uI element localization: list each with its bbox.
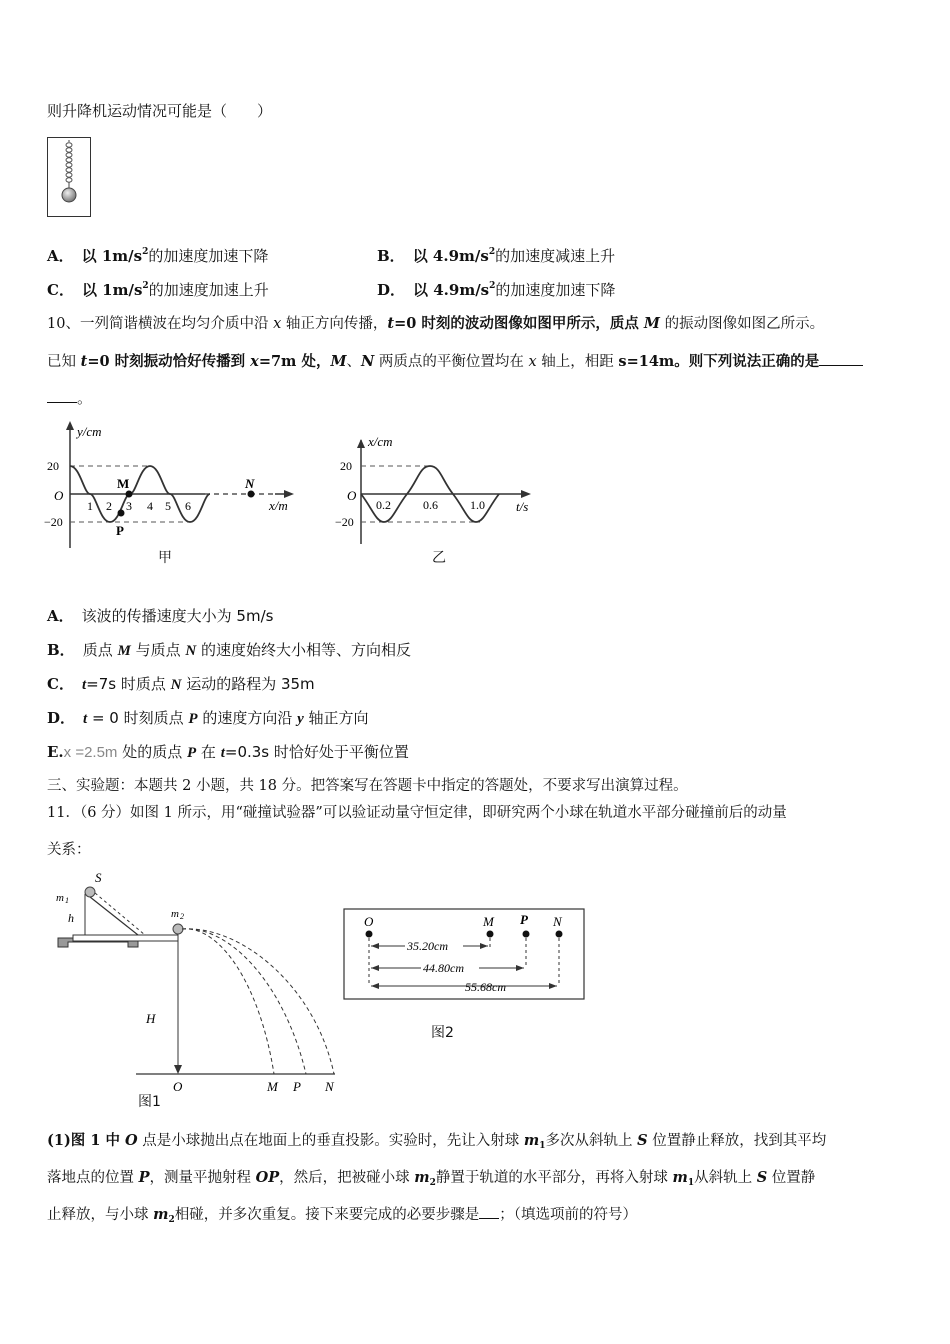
svg-text:O: O bbox=[54, 488, 64, 503]
section-3-header: 三、实验题：本题共 2 小题，共 18 分。把答案写在答题卡中指定的答题处，不要求写出演算过程。 bbox=[47, 778, 688, 794]
figure-caption-2: 图2 bbox=[431, 1025, 454, 1041]
option-text: 以 $1m/s^2$的加速度加速下降 bbox=[81, 247, 269, 265]
q9-option-c[interactable]: C． 以 $1m/s^2$的加速度加速上升 bbox=[47, 281, 269, 299]
q11-stem-line1: 11．（6 分）如图 1 所示，用“碰撞试验器”可以验证动量守恒定律，即研究两个小球在轨道水平部分碰撞前后的动量 bbox=[47, 805, 787, 821]
q10-stem-line3: 。 bbox=[47, 388, 92, 408]
q9-option-b[interactable]: B． 以 $4.9m/s^2$的加速度减速上升 bbox=[377, 247, 616, 265]
q11-part1-line1: (1)图 1 中 O 点是小球抛出点在地面上的垂直投影。实验时，先让入射球 $m_1$多次从斜轨上 S 位置静止释放，找到其平均 bbox=[47, 1132, 827, 1151]
q11-stem-line2: 关系： bbox=[47, 842, 91, 858]
svg-text:h: h bbox=[68, 911, 74, 925]
svg-text:t/s: t/s bbox=[516, 499, 529, 514]
q11-part1-line2: 落地点的位置 P，测量平抛射程 OP，然后，把被碰小球 $m_2$静置于轨道的水平部分，再将入射球 $m_1$从斜轨上 S 位置静 bbox=[47, 1169, 816, 1188]
landing-distances-figure-2 bbox=[343, 908, 586, 1002]
svg-text:0.6: 0.6 bbox=[423, 498, 438, 512]
svg-text:O: O bbox=[173, 1079, 183, 1094]
svg-text:1.0: 1.0 bbox=[470, 498, 485, 512]
figure-caption-yi: 乙 bbox=[432, 550, 446, 566]
svg-text:35.20cm: 35.20cm bbox=[407, 939, 448, 953]
svg-text:N: N bbox=[245, 476, 255, 491]
svg-text:M: M bbox=[483, 914, 494, 929]
svg-text:x/m: x/m bbox=[269, 498, 288, 513]
svg-text:20: 20 bbox=[47, 459, 59, 473]
q10-option-a[interactable]: A． 该波的传播速度大小为 5m/s bbox=[47, 607, 274, 625]
collision-apparatus-figure-1 bbox=[40, 865, 350, 1095]
q10-stem-line2: 已知 t=0 时刻振动恰好传播到 x=7m 处，M、N 两质点的平衡位置均在 x 轴上，相距 s=14m。则下列说法正确的是 bbox=[47, 352, 863, 372]
svg-text:1: 1 bbox=[65, 896, 69, 905]
svg-text:m: m bbox=[171, 908, 179, 920]
q9-stem: 则升降机运动情况可能是（ ） bbox=[47, 102, 273, 120]
vibration-graph-yi bbox=[320, 418, 550, 568]
q10-option-d[interactable]: D． t = 0 时刻质点 P 的速度方向沿 y 轴正方向 bbox=[47, 709, 369, 727]
svg-text:1: 1 bbox=[87, 499, 93, 513]
q9-option-d[interactable]: D． 以 $4.9m/s^2$的加速度加速下降 bbox=[377, 281, 616, 299]
figure-caption-jia: 甲 bbox=[158, 550, 172, 566]
option-text: t=7s 时质点 N 运动的路程为 35m bbox=[81, 675, 315, 693]
q10-stem-line1: 10、一列简谐横波在均匀介质中沿 x 轴正方向传播，t=0 时刻的波动图像如图甲所示，质点 M 的振动图像如图乙所示。 bbox=[47, 315, 825, 332]
svg-text:P: P bbox=[293, 1079, 301, 1094]
answer-blank[interactable] bbox=[819, 365, 863, 366]
svg-text:20: 20 bbox=[340, 459, 352, 473]
q10-option-e[interactable]: E.x =2.5m 处的质点 P 在 t=0.3s 时恰好处于平衡位置 bbox=[47, 743, 409, 761]
svg-text:M: M bbox=[117, 476, 130, 491]
svg-text:44.80cm: 44.80cm bbox=[423, 961, 464, 975]
svg-text:O: O bbox=[347, 488, 357, 503]
svg-text:P: P bbox=[520, 912, 528, 927]
option-text: 以 $4.9m/s^2$的加速度减速上升 bbox=[412, 247, 616, 265]
svg-text:−20: −20 bbox=[335, 515, 354, 529]
option-text: 质点 M 与质点 N 的速度始终大小相等、方向相反 bbox=[82, 641, 411, 659]
svg-text:M: M bbox=[267, 1079, 278, 1094]
svg-text:−20: −20 bbox=[44, 515, 63, 529]
svg-text:O: O bbox=[364, 914, 374, 929]
svg-text:N: N bbox=[553, 914, 562, 929]
option-text: 以 $1m/s^2$的加速度加速上升 bbox=[81, 281, 269, 299]
svg-text:4: 4 bbox=[147, 499, 153, 513]
svg-text:2: 2 bbox=[180, 912, 184, 921]
svg-text:0.2: 0.2 bbox=[376, 498, 391, 512]
spring-ball-icon bbox=[48, 138, 90, 216]
svg-text:x/cm: x/cm bbox=[368, 434, 393, 449]
option-text: x =2.5m 处的质点 P 在 t=0.3s 时恰好处于平衡位置 bbox=[63, 743, 409, 761]
svg-text:N: N bbox=[325, 1079, 334, 1094]
wave-graph-jia bbox=[40, 418, 310, 568]
q9-option-a[interactable]: A． 以 $1m/s^2$的加速度加速下降 bbox=[47, 247, 269, 265]
answer-blank-continued[interactable] bbox=[47, 402, 77, 403]
q11-part1-line3: 止释放，与小球 $m_2$相碰，并多次重复。接下来要完成的必要步骤是 ；（填选项前的符号） bbox=[47, 1206, 637, 1225]
svg-text:55.68cm: 55.68cm bbox=[465, 980, 506, 994]
option-text: 以 $4.9m/s^2$的加速度加速下降 bbox=[413, 281, 616, 299]
answer-blank[interactable] bbox=[479, 1218, 499, 1219]
svg-text:y/cm: y/cm bbox=[77, 424, 102, 439]
svg-text:P: P bbox=[116, 523, 124, 538]
option-text: 该波的传播速度大小为 5m/s bbox=[81, 607, 274, 625]
svg-text:5: 5 bbox=[165, 499, 171, 513]
svg-text:m: m bbox=[56, 892, 64, 904]
svg-text:6: 6 bbox=[185, 499, 191, 513]
svg-text:H: H bbox=[146, 1011, 156, 1026]
svg-text:2: 2 bbox=[106, 499, 112, 513]
figure-caption-1: 图1 bbox=[138, 1094, 161, 1110]
q10-option-c[interactable]: C． t=7s 时质点 N 运动的路程为 35m bbox=[47, 675, 315, 693]
spring-elevator-figure bbox=[47, 137, 91, 217]
option-text: t = 0 时刻质点 P 的速度方向沿 y 轴正方向 bbox=[83, 709, 369, 727]
svg-text:3: 3 bbox=[126, 499, 132, 513]
svg-text:S: S bbox=[95, 870, 102, 885]
q10-option-b[interactable]: B． 质点 M 与质点 N 的速度始终大小相等、方向相反 bbox=[47, 641, 411, 659]
